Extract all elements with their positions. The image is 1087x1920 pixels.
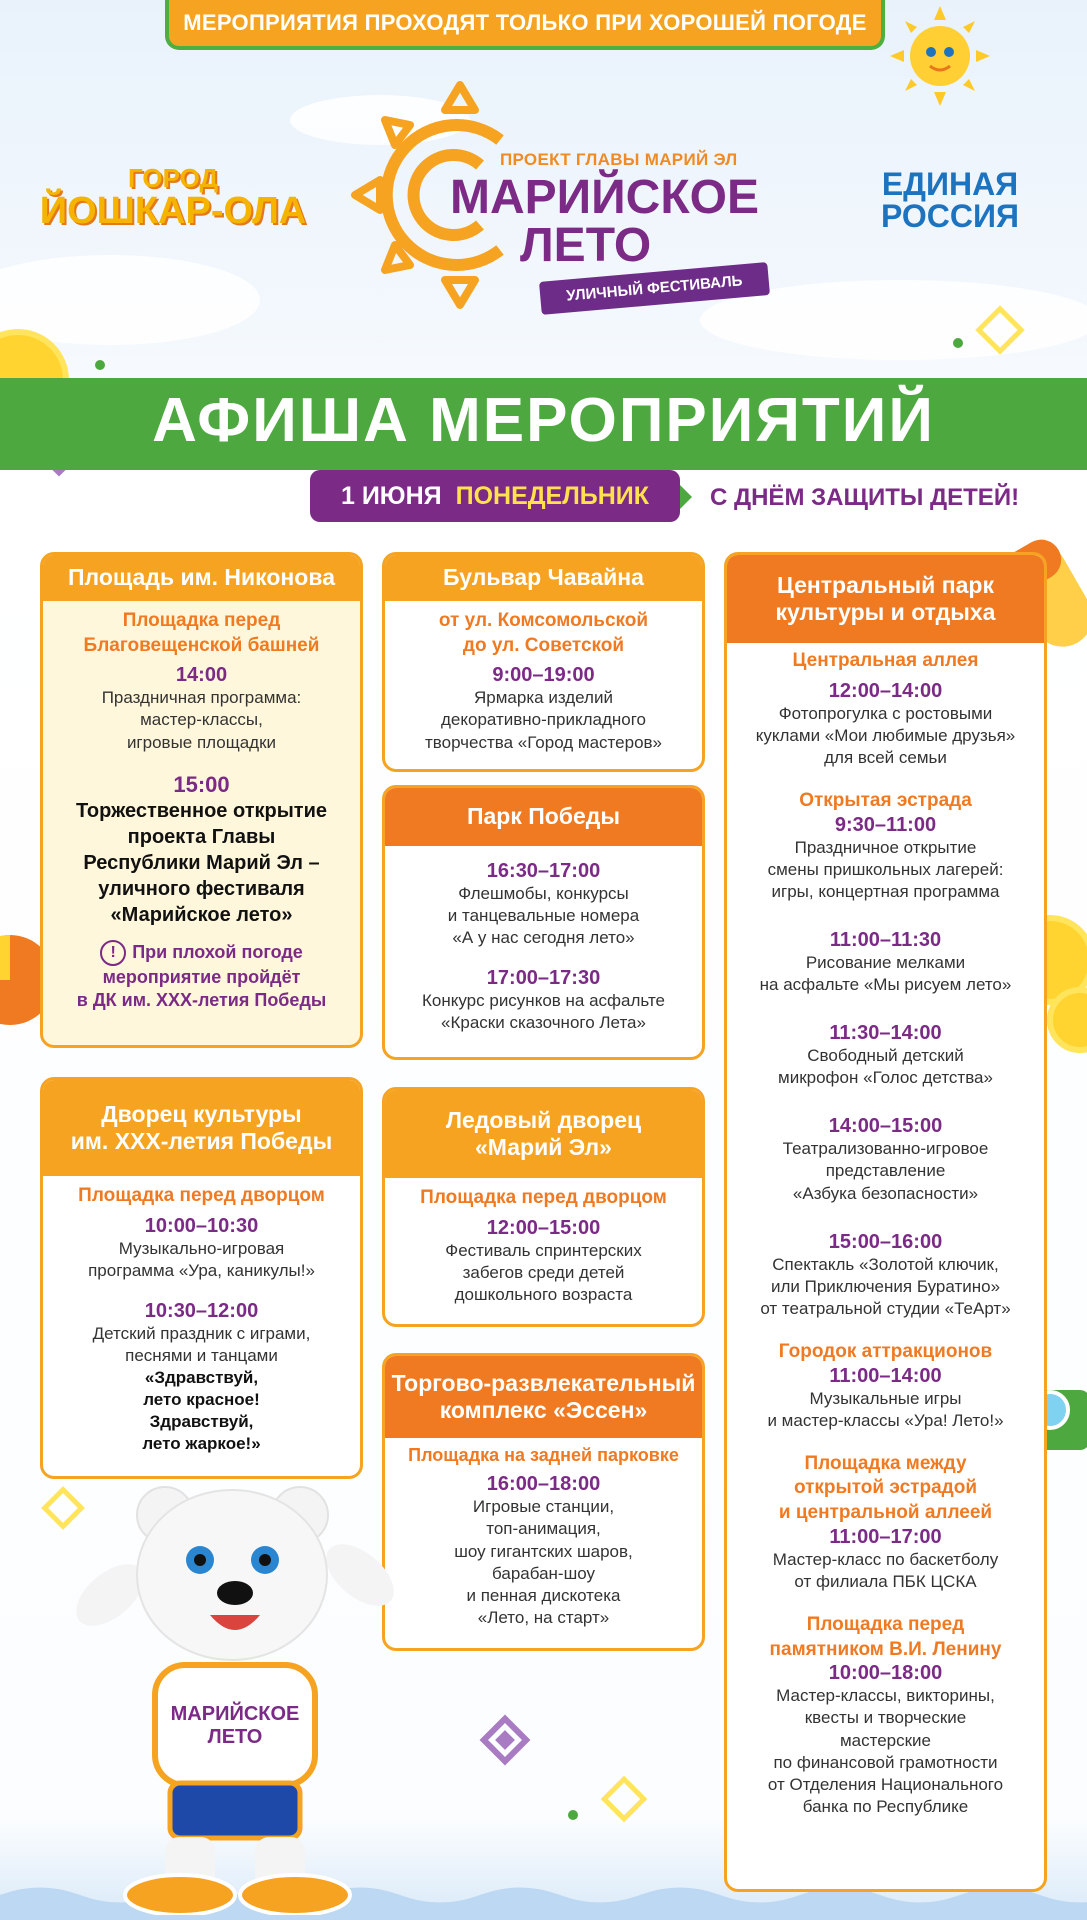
event-time: 11:00–17:00 <box>829 1525 942 1548</box>
venue-subtitle: Площадка перед дворцом <box>78 1185 325 1206</box>
event-description-line: песнями и танцами <box>125 1345 278 1365</box>
event-description-line: Праздничная программа: <box>101 688 302 708</box>
event-description <box>737 1045 1034 1089</box>
holiday-caption: С ДНЁМ ЗАЩИТЫ ДЕТЕЙ! <box>710 484 1020 511</box>
event-description <box>737 837 1034 903</box>
event-description-line: для всей семьи <box>824 747 947 767</box>
venue-card-dk <box>40 1077 363 1479</box>
venue-card-title-line: им. XXX-летия Победы <box>70 1128 333 1154</box>
exclamation-icon: ! <box>100 940 126 966</box>
party-logo <box>860 168 1040 232</box>
event-time: 11:30–14:00 <box>829 1022 942 1045</box>
event-description-line: Праздничное открытие <box>794 837 977 857</box>
event-description-line: Мастер-классы, викторины, <box>776 1686 995 1706</box>
venue-subtitle: Площадка перед дворцом <box>420 1187 667 1208</box>
date-label: 1 ИЮНЯ <box>340 481 442 510</box>
venue-card-nikonov <box>40 552 363 1048</box>
event-description <box>737 1388 1034 1432</box>
event-description-line: «Лето, на старт» <box>477 1607 610 1627</box>
venue-card-title <box>727 555 1044 643</box>
event-description-line: представление <box>825 1161 946 1181</box>
event-description-line: шоу гигантских шаров, <box>454 1541 633 1561</box>
event-description-line: Музыкально-игровая <box>118 1238 285 1258</box>
page-title: АФИША МЕРОПРИЯТИЙ <box>152 386 935 455</box>
event-description-line: Ярмарка изделий <box>474 688 613 708</box>
venue-card-title-line: Центральный парк <box>777 571 994 598</box>
event-description <box>737 703 1034 769</box>
event-time: 10:30–12:00 <box>144 1299 259 1322</box>
event-description-line: смены пришкольных лагерей: <box>767 859 1004 879</box>
event-description-line: банка по Республике <box>802 1796 969 1816</box>
event-time: 14:00–15:00 <box>828 1115 943 1138</box>
event-description-line: Театрализованно-игровое <box>782 1139 989 1159</box>
weather-notice: МЕРОПРИЯТИЯ ПРОХОДЯТ ТОЛЬКО ПРИ ХОРОШЕЙ ПОГОДЕ <box>165 0 885 50</box>
event-description-line: и мастер-классы «Ура! Лето!» <box>767 1410 1004 1430</box>
city-label <box>28 165 318 232</box>
weather-warning-line: При плохой погоде <box>132 941 303 962</box>
event-description-line: «А у нас сегодня лето» <box>452 928 635 948</box>
event-description-line: Фотопрогулка с ростовыми <box>778 703 993 723</box>
venue-subtitle-line: до ул. Советской <box>462 634 625 656</box>
event-highlight-line: лето жаркое!» <box>142 1434 261 1454</box>
event-description-line: квесты и творческие <box>804 1708 967 1728</box>
event-description-line: программа «Ура, каникулы!» <box>88 1260 315 1280</box>
event-time: 12:00–14:00 <box>828 679 943 702</box>
venue-subtitle-line: Площадка между <box>804 1452 967 1474</box>
event-description <box>737 1549 1034 1593</box>
venue-subtitle <box>53 609 350 658</box>
event-time: 10:00–18:00 <box>828 1662 943 1685</box>
event-time: 14:00 <box>175 664 228 687</box>
venue-card-title: Парк Победы <box>385 788 702 846</box>
weather-warning-line: мероприятие пройдёт <box>102 966 301 987</box>
event-description <box>395 1240 692 1306</box>
event-description-line: Рисование мелками <box>805 952 966 972</box>
venue-card-title-line: Ледовый дворец <box>445 1106 642 1133</box>
event-description-line: по финансовой грамотности <box>773 1752 998 1772</box>
event-description <box>395 990 692 1034</box>
event-description <box>395 687 692 753</box>
event-description <box>395 883 692 949</box>
event-time: 12:00–15:00 <box>486 1216 601 1239</box>
city-label-line2: ЙОШКАР-ОЛА <box>39 190 307 233</box>
event-description-line: дошкольного возраста <box>454 1284 633 1304</box>
venue-subtitle-line: Благовещенской башней <box>83 634 320 656</box>
party-logo-line2: РОССИЯ <box>880 198 1020 234</box>
event-description-line: Флешмобы, конкурсы <box>458 884 629 903</box>
event-description-line: и танцевальные номера <box>447 906 640 926</box>
venue-subtitle-line: Площадка перед <box>122 610 281 631</box>
venue-card-title-line: Дворец культуры <box>101 1100 302 1127</box>
event-description-line: Мастер-класс по баскетболу <box>772 1549 999 1569</box>
venue-subtitle <box>737 1452 1034 1526</box>
venue-subtitle: Центральная аллея <box>792 650 979 671</box>
venue-card-title: Бульвар Чавайна <box>385 555 702 601</box>
venue-card-title <box>385 1356 702 1438</box>
date-badge <box>310 470 680 522</box>
venue-card-title-line: комплекс «Эссен» <box>439 1397 648 1423</box>
event-highlight-line: «Марийское лето» <box>110 903 293 926</box>
venue-card-chavain <box>382 552 705 772</box>
event-description <box>737 952 1034 996</box>
venue-subtitle: Открытая эстрада <box>799 789 972 811</box>
event-time: 9:30–11:00 <box>834 813 937 836</box>
event-description-line: Конкурс рисунков на асфальте <box>422 991 665 1011</box>
event-description-line: от Отделения Национального <box>767 1774 1004 1794</box>
event-description <box>737 1685 1034 1818</box>
venue-subtitle-line: Площадка перед <box>806 1614 965 1635</box>
event-description <box>53 1238 350 1282</box>
event-time: 9:00–19:00 <box>492 664 595 687</box>
event-highlight-line: Здравствуй, <box>149 1412 254 1432</box>
event-time: 15:00–16:00 <box>828 1230 943 1253</box>
event-description-line: игры, концертная программа <box>771 881 1000 901</box>
event-description-line: творчества «Город мастеров» <box>424 732 663 752</box>
event-description-line: Спектакль «Золотой ключик, <box>772 1254 999 1274</box>
logo-title-line1: МАРИЙСКОЕ <box>450 171 759 224</box>
event-time: 11:00–11:30 <box>829 928 942 951</box>
event-description-line: Детский праздник с играми, <box>92 1323 311 1343</box>
venue-subtitle <box>737 1613 1034 1662</box>
venue-subtitle-line: и центральной аллеей <box>778 1502 993 1524</box>
weather-warning <box>53 940 350 1013</box>
venue-card-ice-palace <box>382 1087 705 1327</box>
event-description-line: микрофон «Голос детства» <box>778 1068 993 1088</box>
event-description-line: или Приключения Буратино» <box>770 1276 1001 1296</box>
event-time: 10:00–10:30 <box>144 1214 259 1237</box>
event-highlight-line: Торжественное открытие <box>75 799 328 822</box>
festival-logo <box>450 150 759 270</box>
event-highlight <box>53 798 350 928</box>
venue-subtitle: Городок аттракционов <box>778 1340 993 1362</box>
city-label-line1: ГОРОД <box>127 163 219 193</box>
chevron-right-icon <box>680 485 692 509</box>
venue-card-title-line: культуры и отдыха <box>775 599 996 625</box>
venue-card-essen <box>382 1353 705 1651</box>
bear-mascot-icon <box>60 1465 410 1915</box>
event-description-line: мастерские <box>839 1730 932 1750</box>
event-description-line: барабан-шоу <box>492 1563 595 1583</box>
venue-subtitle-line: открытой эстрадой <box>793 1477 978 1499</box>
event-highlight-line: уличного фестиваля <box>98 877 305 900</box>
event-description-line: игровые площадки <box>126 732 277 752</box>
ornament-decor <box>484 1719 526 1761</box>
venue-card-title: Площадь им. Никонова <box>43 555 360 601</box>
event-description-line: Игровые станции, <box>472 1497 615 1517</box>
event-description-line: от филиала ПБК ЦСКА <box>794 1571 977 1591</box>
venue-card-central-park <box>724 552 1047 1892</box>
event-description-line: мастер-классы, <box>140 710 263 730</box>
event-description <box>737 1138 1034 1204</box>
venue-subtitle <box>395 609 692 658</box>
event-highlight-line: «Здравствуй, <box>144 1368 259 1388</box>
venue-subtitle-line: памятником В.И. Ленину <box>769 1638 1002 1660</box>
event-description <box>737 1254 1034 1320</box>
event-description-line: куклами «Мои любимые друзья» <box>755 725 1016 745</box>
event-description <box>53 1323 350 1367</box>
logo-festival-ribbon: УЛИЧНЫЙ ФЕСТИВАЛЬ <box>539 262 770 315</box>
event-description-line: Музыкальные игры <box>809 1388 962 1408</box>
event-time: 15:00 <box>173 771 230 797</box>
mascot-shirt-line2: ЛЕТО <box>207 1726 263 1748</box>
event-description <box>395 1496 692 1629</box>
venue-subtitle-line: от ул. Комсомольской <box>438 610 649 631</box>
venue-card-pobeda-park <box>382 785 705 1060</box>
weather-warning-line: в ДК им. XXX-летия Победы <box>76 990 327 1011</box>
event-description-line: забегов среди детей <box>462 1262 625 1282</box>
event-description-line: от театральной студии «ТеАрт» <box>760 1298 1011 1318</box>
logo-title-line2: ЛЕТО <box>520 219 652 272</box>
event-description-line: «Азбука безопасности» <box>792 1183 979 1203</box>
event-description <box>53 687 350 753</box>
event-description-line: и пенная дискотека <box>466 1585 621 1605</box>
event-highlight-line: лето красное! <box>143 1390 260 1410</box>
event-highlight <box>53 1367 350 1455</box>
venue-card-title-line: Торгово-развлекательный <box>391 1369 696 1396</box>
logo-project-caption: ПРОЕКТ ГЛАВЫ МАРИЙ ЭЛ <box>500 150 738 169</box>
venue-card-title-line: «Марий Эл» <box>475 1134 612 1160</box>
event-time: 11:00–14:00 <box>829 1364 942 1387</box>
venue-card-title <box>385 1090 702 1178</box>
event-description-line: топ-анимация, <box>486 1519 601 1539</box>
event-time: 16:00–18:00 <box>486 1473 601 1496</box>
mascot-shirt-line1: МАРИЙСКОЕ <box>170 1703 300 1725</box>
event-description-line: Фестиваль спринтерских <box>445 1240 642 1260</box>
venue-card-title <box>43 1080 360 1176</box>
event-description-line: «Краски сказочного Лета» <box>441 1013 646 1033</box>
event-description-line: декоративно-прикладного <box>440 710 646 730</box>
event-description-line: Свободный детский <box>807 1046 964 1066</box>
event-highlight-line: проекта Главы <box>127 825 276 848</box>
event-time: 16:30–17:00 <box>486 860 601 882</box>
event-description-line: на асфальте «Мы рисуем лето» <box>759 975 1012 995</box>
sun-mascot-icon <box>890 6 990 106</box>
event-highlight-line: Республики Марий Эл – <box>83 851 320 874</box>
event-time: 17:00–17:30 <box>486 967 601 990</box>
venue-subtitle: Площадка на задней парковке <box>408 1445 679 1465</box>
party-logo-line1: ЕДИНАЯ <box>881 166 1019 202</box>
weekday-label: ПОНЕДЕЛЬНИК <box>455 481 650 510</box>
